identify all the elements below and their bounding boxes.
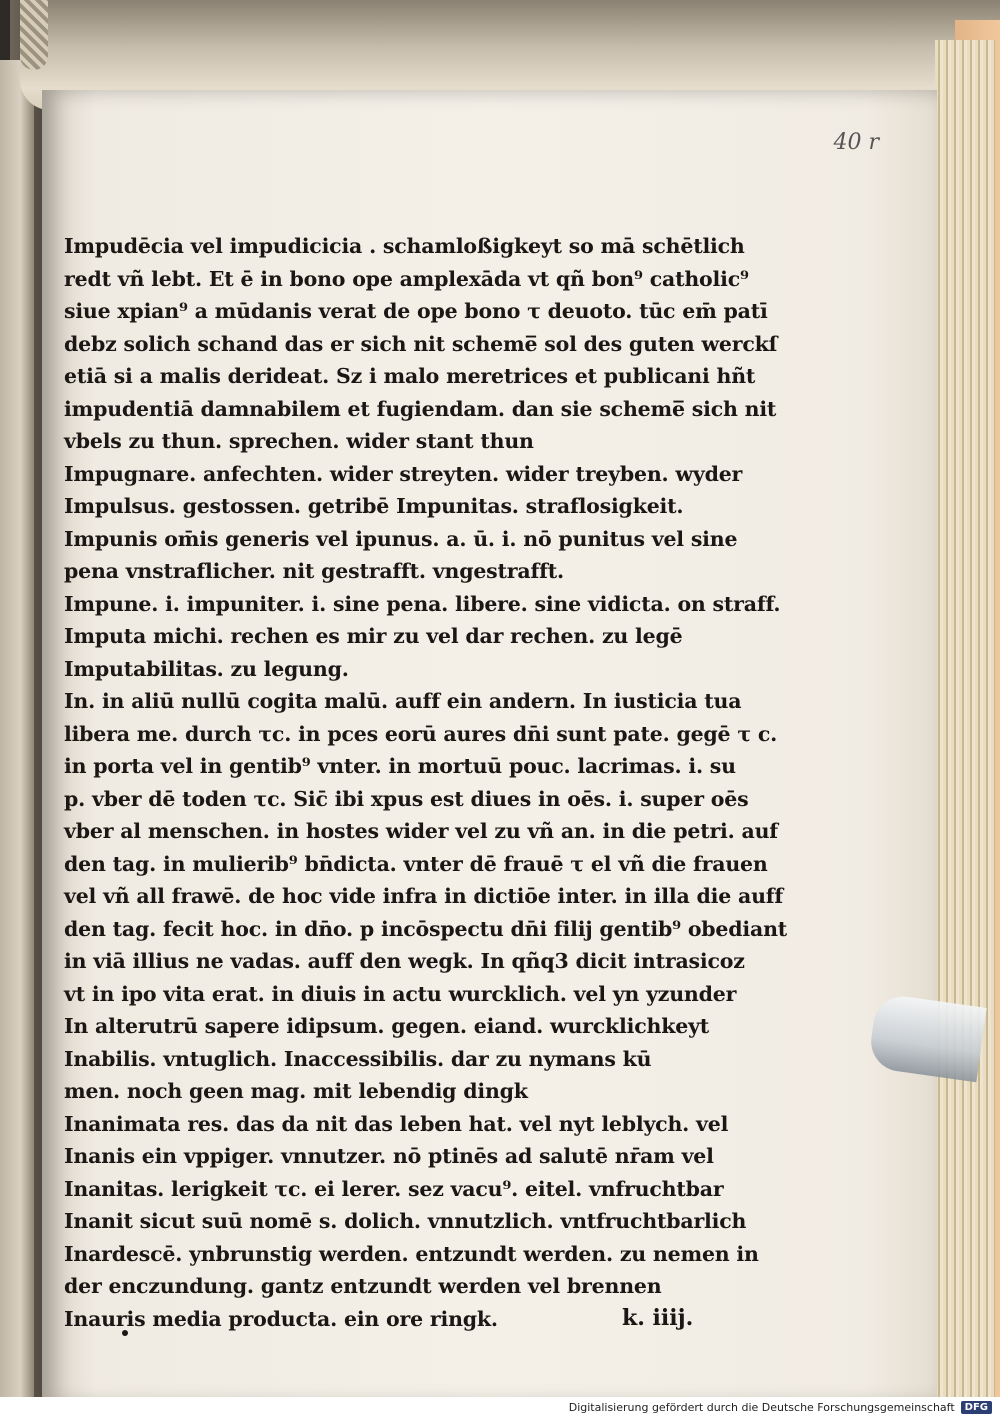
text-line: Impugnare. anfechten. wider streyten. wider treyben. wyder bbox=[64, 461, 743, 486]
text-line: pena vnstraflicher. nit gestrafft. vngestrafft. bbox=[64, 559, 564, 583]
text-line: Impudēcia vel impudicicia . schamloßigkeyt so mā schētlich bbox=[64, 234, 745, 258]
text-line: siue xpian⁹ a mūdanis verat de ope bono τ deuoto. tūc em̄ patī bbox=[64, 299, 768, 323]
text-line: Impune. i. impuniter. i. sine pena. libere. sine vidicta. on straff. bbox=[64, 591, 781, 616]
book-page bbox=[42, 90, 937, 1405]
text-line: in porta vel in gentib⁹ vnter. in mortuū pouc. lacrimas. i. su bbox=[64, 754, 736, 778]
text-line: Inardescē. ynbrunstig werden. entzundt werden. zu nemen in bbox=[64, 1241, 759, 1266]
footer-credit: Digitalisierung gefördert durch die Deutsche Forschungsgemeinschaft bbox=[568, 1400, 955, 1414]
text-line: debz solich schand das er sich nit scheme̅ sol des guten werckſ bbox=[64, 331, 778, 356]
text-line: p. vber dē toden τc. Sic̄ ibi xpus est diues in oēs. i. super oēs bbox=[64, 786, 749, 811]
text-line: Inabilis. vntuglich. Inaccessibilis. dar zu nymans kū bbox=[64, 1046, 652, 1071]
text-line: vbels zu thun. sprechen. wider stant thun bbox=[64, 429, 534, 453]
text-line: redt vñ lebt. Et ē in bono ope amplexāda vt qñ bon⁹ catholic⁹ bbox=[64, 266, 749, 291]
text-line: Imputa michi. rechen es mir zu vel dar rechen. zu legē bbox=[64, 624, 683, 648]
text-line: Impunis om̄is generis vel ipunus. a. ū. i. nō punitus vel sine bbox=[64, 526, 738, 551]
signature-mark: k. iiij. bbox=[622, 1305, 694, 1331]
text-line: In alterutrū sapere idipsum. gegen. eiand. wurcklichkeyt bbox=[64, 1014, 710, 1038]
text-line: Inanis ein vppiger. vnnutzer. nō ptinēs ad salutē nr̄am vel bbox=[64, 1144, 714, 1168]
text-line: vt in ipo vita erat. in diuis in actu wurcklich. vel yn yzunder bbox=[64, 981, 737, 1006]
fore-edge-pages bbox=[935, 40, 995, 1400]
text-line: vber al menschen. in hostes wider vel zu vñ an. in die petri. auf bbox=[64, 819, 778, 843]
text-line: men. noch geen mag. mit lebendig dingk bbox=[64, 1079, 528, 1103]
ink-mark bbox=[122, 1330, 128, 1336]
text-line: Inanitas. lerigkeit τc. ei lerer. sez vacu⁹. eitel. vnfruchtbar bbox=[64, 1176, 724, 1201]
text-line: Inauris media producta. ein ore ringk. bbox=[64, 1306, 498, 1331]
text-line: in viā illius ne vadas. auff den wegk. In qñq3 dicit intrasicoz bbox=[64, 949, 745, 973]
text-block bbox=[64, 230, 788, 1335]
text-line: vel vñ all frawē. de hoc vide infra in dictiōe inter. in illa die auff bbox=[64, 884, 784, 908]
text-line: den tag. in mulierib⁹ bn̄dicta. vnter dē frauē τ el vñ die frauen bbox=[64, 851, 768, 876]
facing-page-edge bbox=[0, 60, 34, 1405]
text-line: libera me. durch τc. in pces eorū aures dn̄i sunt pate. gegē τ c. bbox=[64, 721, 778, 746]
text-line: der enczundung. gantz entzundt werden vel brennen bbox=[64, 1274, 662, 1298]
text-line: etiā si a malis derideat. Sz i malo meretrices et publicani hñt bbox=[64, 364, 756, 388]
text-line: den tag. fecit hoc. in dn̄o. p incōspectu dn̄i filij gentib⁹ obediant bbox=[64, 916, 788, 941]
text-line: Impulsus. gestossen. getribē Impunitas. straflosigkeit. bbox=[64, 494, 684, 518]
folio-number: 40 r bbox=[833, 130, 879, 155]
footer-bar bbox=[0, 1397, 1000, 1417]
text-line: Inanimata res. das da nit das leben hat. vel nyt leblych. vel bbox=[64, 1111, 729, 1136]
text-line: In. in aliū nullū cogita malū. auff ein andern. In iusticia tua bbox=[64, 689, 742, 713]
text-line: Inanit sicut suū nomē s. dolich. vnnutzlich. vntfruchtbarlich bbox=[64, 1209, 747, 1233]
text-line: impudentiā damnabilem et fugiendam. dan sie scheme̅ sich nit bbox=[64, 396, 777, 421]
text-line: Imputabilitas. zu legung. bbox=[64, 656, 349, 681]
binding-stitch bbox=[20, 0, 48, 70]
dfg-logo: DFG bbox=[961, 1401, 992, 1414]
